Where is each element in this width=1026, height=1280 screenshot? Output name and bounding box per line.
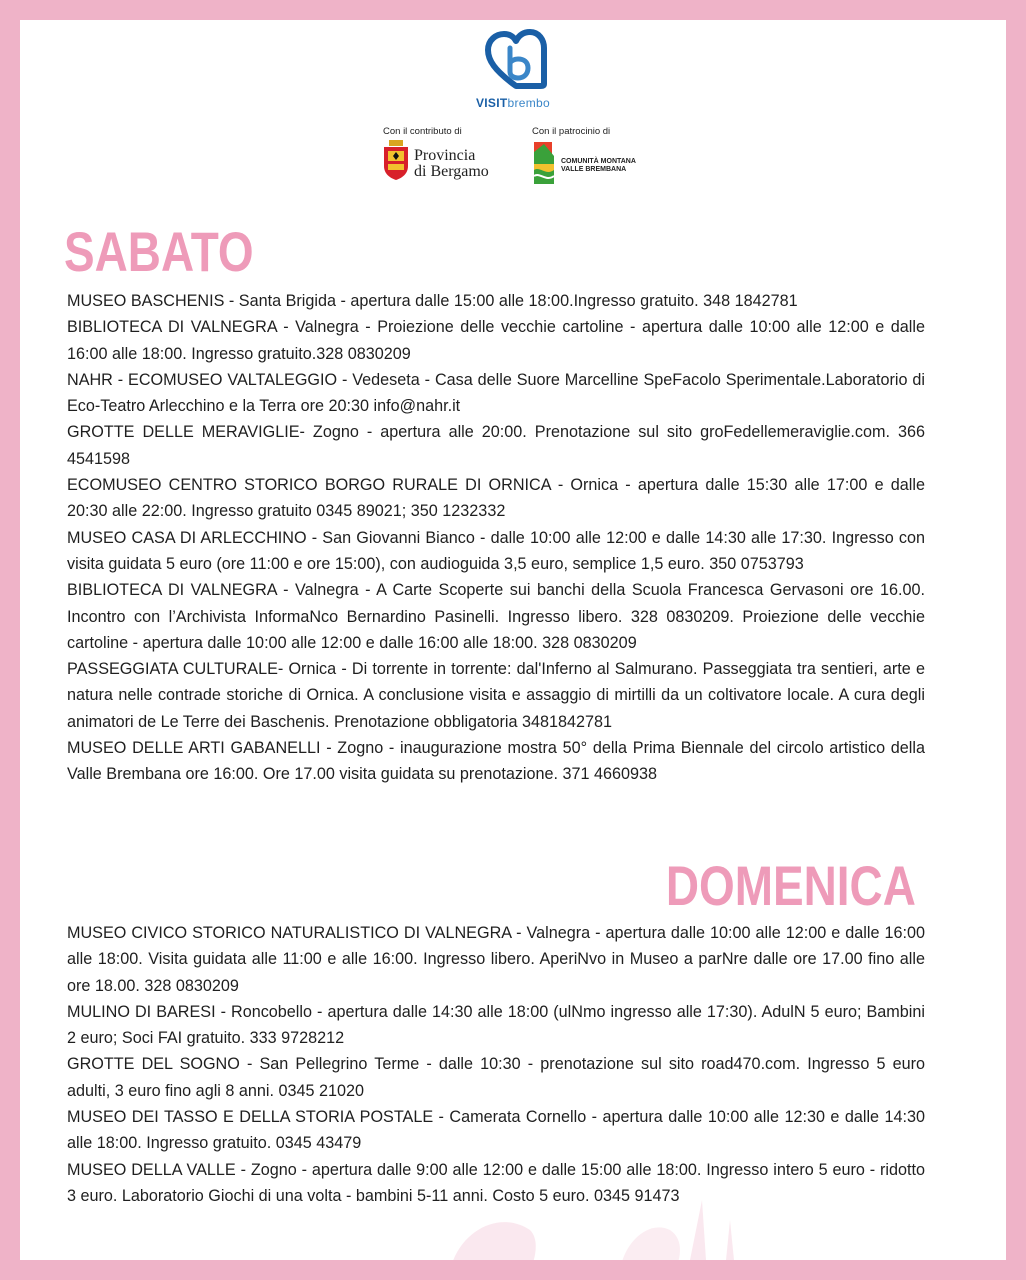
visitbrembo-heart-logo-icon [484, 28, 548, 90]
event-entry: MUSEO DEI TASSO E DELLA STORIA POSTALE - Camerata Cornello - apertura dalle 10:00 alle 12:30 e dalle 14:30 alle 18:00. Ingresso gratuito. 0345 43479 [67, 1108, 925, 1153]
provincia-name: Provincia di Bergamo [414, 147, 489, 180]
event-entry: ECOMUSEO CENTRO STORICO BORGO RURALE DI ORNICA - Ornica - apertura dalle 15:30 alle 17:00 e dalle 20:30 alle 22:00. Ingresso gratuito 0345 89021; 350 1232332 [67, 476, 925, 521]
event-entry: MUSEO BASCHENIS - Santa Brigida - apertura dalle 15:00 alle 18:00.Ingresso gratuito. 348 1842781 [67, 292, 798, 310]
event-entry: MUSEO DELLE ARTI GABANELLI - Zogno - inaugurazione mostra 50° della Prima Biennale del circolo artistico della Valle Brembana ore 16:00. Ore 17.00 visita guidata su prenotazione. 371 4660938 [67, 739, 925, 784]
contributo-caption: Con il contributo di [383, 126, 462, 137]
event-entry: MUSEO CIVICO STORICO NATURALISTICO DI VALNEGRA - Valnegra - apertura dalle 10:00 alle 12:00 e dalle 16:00 alle 18:00. Visita guidata alle 11:00 e alle 16:00. Ingresso libero. AperiNvo in Museo a parNre dalle ore 17.00 fino alle ore 18.00. 328 0830209 [67, 924, 925, 995]
event-entry: BIBLIOTECA DI VALNEGRA - Valnegra - A Carte Scoperte sui banchi della Scuola Francesca Gervasoni ore 16.00. Incontro con l’Archivista InformaNco Bernardino Pasinelli. Ingresso libero. 328 0830209. Proiezione delle vecchie cartoline - apertura dalle 10:00 alle 12:00 e dalle 16:00 alle 18:00. 328 0830209 [67, 581, 925, 652]
domenica-heading: DOMENICA [665, 854, 916, 917]
comunita-name: COMUNITÀ MONTANA VALLE BREMBANA [561, 158, 636, 173]
provincia-sponsor [383, 126, 523, 180]
patrocinio-caption: Con il patrocinio di [532, 126, 611, 137]
comunita-montana-emblem-icon [532, 140, 556, 184]
event-entry: GROTTE DELLE MERAVIGLIE- Zogno - apertura alle 20:00. Prenotazione sul sito groFedellemeraviglie.com. 366 4541598 [67, 423, 925, 468]
event-entry: MUSEO CASA DI ARLECCHINO - San Giovanni Bianco - dalle 10:00 alle 12:00 e dalle 14:30 alle 17:30. Ingresso con visita guidata 5 euro (ore 11:00 e ore 15:00), con audioguida 3,5 euro, semplice 1,5 euro. 350 0753793 [67, 528, 925, 573]
sabato-events-list [67, 288, 925, 788]
event-entry: BIBLIOTECA DI VALNEGRA - Valnegra - Proiezione delle vecchie cartoline - apertura dalle 10:00 alle 12:00 e dalle 16:00 alle 18:00. Ingresso gratuito.328 0830209 [67, 318, 925, 363]
brembo-word: brembo [507, 96, 550, 110]
event-entry: PASSEGGIATA CULTURALE- Ornica - Di torrente in torrente: dal'Inferno al Salmurano. Passeggiata tra sentieri, arte e natura nelle contrade storiche di Ornica. A conclusione visita e assaggio di mirtilli da un coltivatore locale. A cura degli animatori de Le Terre dei Baschenis. Prenotazione obbligatoria 3481842781 [67, 660, 925, 731]
event-entry: MULINO DI BARESI - Roncobello - apertura dalle 14:30 alle 18:00 (ulNmo ingresso alle 17:30). AdulN 5 euro; Bambini 2 euro; Soci FAI gratuito. 333 9728212 [67, 1002, 925, 1048]
event-entry: NAHR - ECOMUSEO VALTALEGGIO - Vedeseta - Casa delle Suore Marcelline SpeFacolo Sperimentale.Laboratorio di Eco-Teatro Arlecchino e la Terra ore 20:30 info@nahr.it [67, 370, 925, 416]
event-entry: GROTTE DEL SOGNO - San Pellegrino Terme - dalle 10:30 - prenotazione sul sito road470.com. Ingresso 5 euro adulti, 3 euro fino agli 8 anni. 0345 21020 [67, 1055, 925, 1100]
header [20, 20, 1006, 200]
visitbrembo-wordmark [20, 96, 1006, 110]
event-entry: MUSEO DELLA VALLE - Zogno - apertura dalle 9:00 alle 12:00 e dalle 15:00 alle 18:00. Ingresso intero 5 euro - ridotto 3 euro. Laboratorio Giochi di una volta - bambini 5-11 anni. Costo 5 euro. 0345 91473 [67, 1160, 925, 1205]
domenica-events-list [67, 920, 925, 1209]
sabato-heading: SABATO [64, 220, 254, 283]
comunita-sponsor [532, 126, 662, 173]
visit-word: VISIT [475, 96, 508, 110]
flyer-page [20, 20, 1006, 1260]
provincia-crest-icon [383, 140, 409, 180]
